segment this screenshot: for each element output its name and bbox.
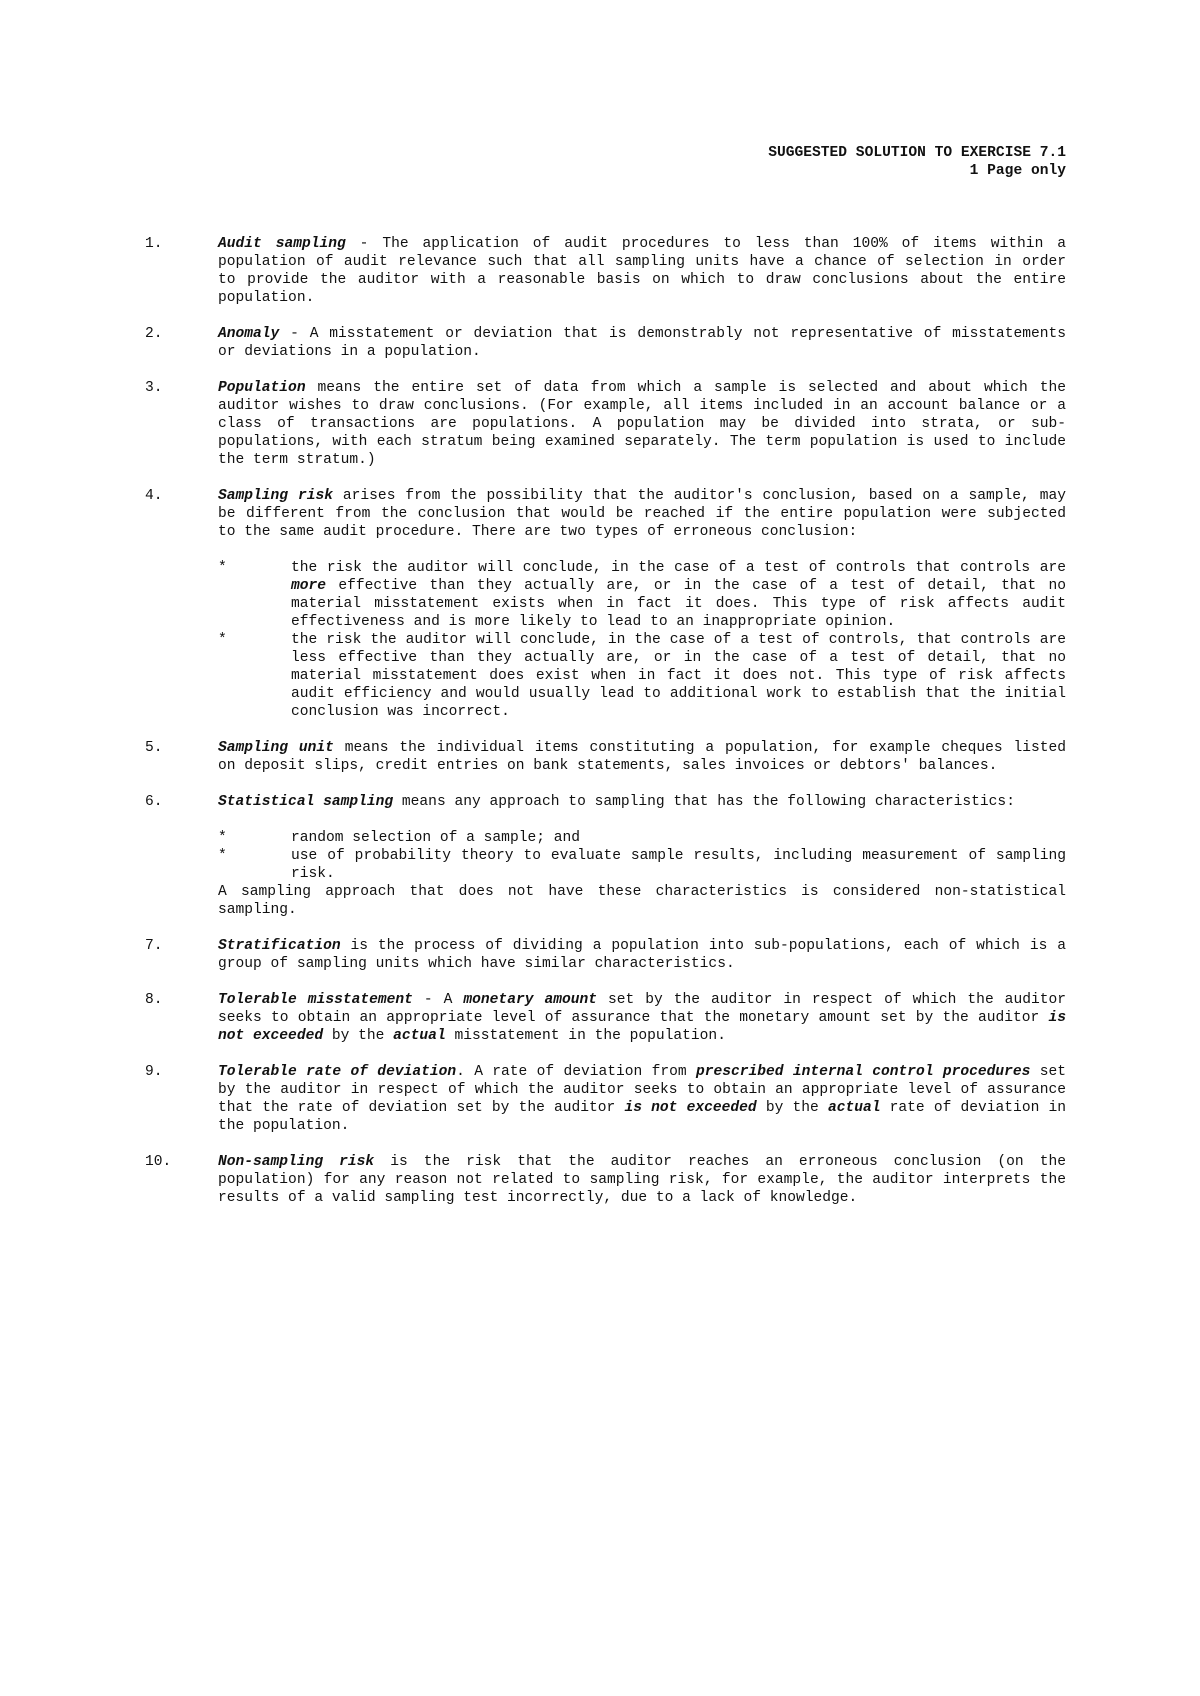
item-term: Population: [218, 380, 306, 396]
item-text: means any approach to sampling that has the following characteristics:: [393, 794, 1015, 810]
list-item: [145, 325, 1066, 361]
list-item: [145, 1153, 1066, 1207]
item-body: Tolerable misstatement - A monetary amount set by the auditor in respect of which the auditor seeks to obtain an appropriate level of assurance that the monetary amount set by the auditor is not exceeded by the actual misstatement in the population.: [218, 992, 1066, 1044]
emphasis: is not exceeded: [218, 1010, 1066, 1044]
item-body: [218, 487, 1066, 721]
bullet-star: *: [218, 830, 227, 846]
item-number: 7.: [145, 938, 163, 954]
item-term: Sampling unit: [218, 740, 334, 756]
list-item: [145, 487, 1066, 721]
item-number: 5.: [145, 740, 163, 756]
item-term: Sampling risk: [218, 488, 333, 504]
bullet-item: [218, 847, 1066, 883]
item-term: Audit sampling: [218, 236, 346, 252]
list-item: [145, 739, 1066, 775]
bullet-item: [218, 631, 1066, 721]
bullet-list: [218, 829, 1066, 883]
item-term: Tolerable misstatement: [218, 992, 413, 1008]
list-item: [145, 1063, 1066, 1135]
item-term: Tolerable rate of deviation: [218, 1064, 457, 1080]
emphasis: prescribed internal control procedures: [695, 1064, 1031, 1080]
emphasis: actual: [393, 1028, 446, 1044]
definition-list: [145, 235, 1066, 1225]
emphasis: actual: [827, 1100, 881, 1116]
item-term: Statistical sampling: [218, 794, 394, 810]
item-body: [218, 793, 1066, 919]
header-title: SUGGESTED SOLUTION TO EXERCISE 7.1: [768, 145, 1066, 161]
item-after-text: A sampling approach that does not have these characteristics is considered non-statistical sampling.: [218, 884, 1066, 918]
list-item: [145, 379, 1066, 469]
item-number: 3.: [145, 380, 163, 396]
bullet-text: the risk the auditor will conclude, in the case of a test of controls, that controls are less effective than they actually are, or in the case of a test of detail, that no material misstatement does exist when in fact it does not. This type of risk affects audit efficiency and would usually lead to additional work to establish that the initial conclusion was incorrect.: [291, 632, 1066, 720]
bullet-text: the risk the auditor will conclude, in the case of a test of controls that controls are more effective than they actually are, or in the case of a test of detail, that no material misstatement exists when in fact it does. This type of risk affects audit effectiveness and is more likely to lead to an inappropriate opinion.: [291, 560, 1066, 630]
item-text: means the entire set of data from which a sample is selected and about which the auditor wishes to draw conclusions. (For example, all items included in an account balance or a class of transactions are populations. A population may be divided into strata, or sub-populations, with each stratum being examined separately. The term population is used to include the term stratum.): [218, 380, 1066, 468]
item-body: [218, 325, 1066, 361]
item-number: 8.: [145, 992, 163, 1008]
item-body: [218, 937, 1066, 973]
list-item: [145, 991, 1066, 1045]
list-item: [145, 793, 1066, 919]
item-body: [218, 379, 1066, 469]
bullet-list: [218, 559, 1066, 721]
header-block: [768, 144, 1066, 180]
bullet-star: *: [218, 560, 227, 576]
item-number: 4.: [145, 488, 163, 504]
list-item: [145, 235, 1066, 307]
bullet-star: *: [218, 632, 227, 648]
item-body: [218, 235, 1066, 307]
bullet-text: use of probability theory to evaluate sample results, including measurement of sampling risk.: [291, 848, 1066, 882]
header-subtitle: 1 Page only: [969, 163, 1066, 179]
item-body: [218, 739, 1066, 775]
item-text: means the individual items constituting a population, for example cheques listed on deposit slips, credit entries on bank statements, sales invoices or debtors' balances.: [218, 740, 1066, 774]
bullet-text: random selection of a sample; and: [291, 830, 581, 846]
item-body: [218, 1153, 1066, 1207]
item-number: 6.: [145, 794, 163, 810]
emphasis: is not exceeded: [624, 1100, 757, 1116]
item-number: 2.: [145, 326, 163, 342]
item-number: 1.: [145, 236, 163, 252]
item-text: arises from the possibility that the auditor's conclusion, based on a sample, may be different from the conclusion that would be reached if the entire population were subjected to the same audit procedure. There are two types of erroneous conclusion:: [218, 488, 1066, 540]
item-number: 10.: [145, 1154, 172, 1170]
item-text: is the process of dividing a population into sub-populations, each of which is a group of sampling units which have similar characteristics.: [218, 938, 1066, 972]
emphasis: monetary amount: [463, 992, 598, 1008]
bullet-star: *: [218, 848, 227, 864]
item-body: Tolerable rate of deviation. A rate of deviation from prescribed internal control procedures set by the auditor in respect of which the auditor seeks to obtain an appropriate level of assurance that the rate of deviation set by the auditor is not exceeded by the actual rate of deviation in the population.: [218, 1064, 1067, 1134]
bullet-item: [218, 559, 1066, 631]
list-item: [145, 937, 1066, 973]
bullet-item: [218, 829, 1066, 847]
emphasis: more: [291, 578, 327, 594]
item-text: - A misstatement or deviation that is demonstrably not representative of misstatements or deviations in a population.: [218, 326, 1066, 360]
item-text: - The application of audit procedures to less than 100% of items within a population of audit relevance such that all sampling units have a chance of selection in order to provide the auditor with a reasonable basis on which to draw conclusions about the entire population.: [218, 236, 1066, 306]
item-text: is the risk that the auditor reaches an erroneous conclusion (on the population) for any reason not related to sampling risk, for example, the auditor interprets the results of a valid sampling test incorrectly, due to a lack of knowledge.: [218, 1154, 1067, 1206]
item-term: Stratification: [218, 938, 341, 954]
item-term: Anomaly: [218, 326, 280, 342]
item-number: 9.: [145, 1064, 163, 1080]
item-term: Non-sampling risk: [218, 1154, 375, 1170]
